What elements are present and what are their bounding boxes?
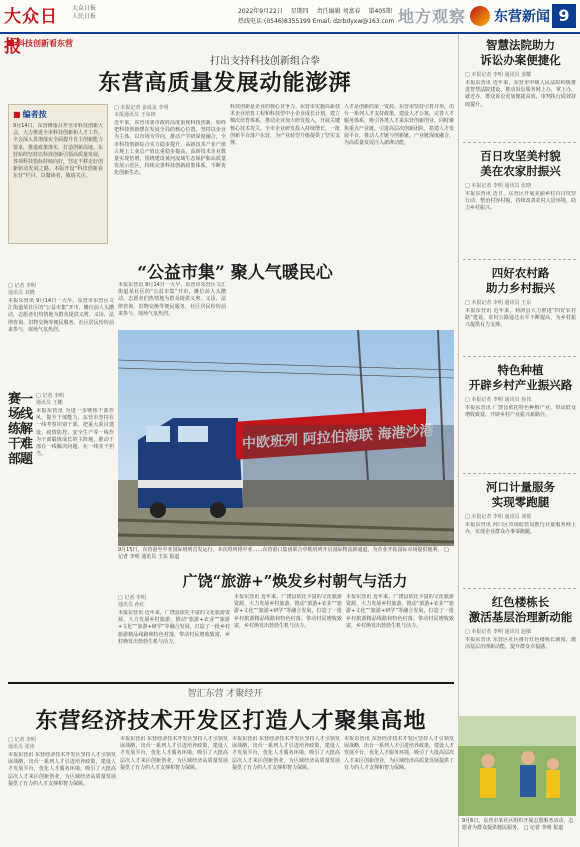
lead-column-2: [230, 104, 340, 254]
mid2-body-cont-2: 本报东营讯 近年来，广饶县依托丰富的文化旅游资源，大力发展乡村旅游，推动“旅游+农业”“旅游+文化”“旅游+研学”等融合发展，打造了一批乡村旅游精品线路和特色村落，带动村民增收致富，乡村焕发出勃勃生机与活力。: [346, 594, 454, 629]
mid2-byline: □ 记者 李明 通讯员 孙红: [118, 595, 146, 608]
bottom-column-2: [120, 736, 228, 844]
issue-date: 2022年9月22日: [238, 8, 283, 15]
vertical-headline-col1: 赛场练干部: [8, 392, 22, 467]
right-column-story: [459, 359, 580, 471]
right-column-story-byline: □ 本报记者 李明 通讯员 刘倩: [465, 514, 532, 520]
issue-info: [238, 6, 398, 15]
mid-column-1: [8, 282, 114, 386]
right-column-story: [459, 591, 580, 665]
bottom-column-1: [8, 736, 116, 844]
volunteer-photo: [458, 716, 576, 816]
right-column-story-body: 本报东营讯 近年来，东营市中级人民法院积极推进智慧法院建设，推动诉讼服务网上办、掌上办、就近办，群众诉讼更加便捷高效，审判执行质效持续提升。: [465, 80, 576, 108]
right-column-story-title: 红色楼栋长 激活基层治理新动能: [468, 595, 573, 624]
editorial-body: 9月14日，东营隆重召开全市科技创新大会，大力推进全市科技创新和人才工作。全会深入贯彻落实全面提升自主创新能力要求，推进政策落实，打造创新高地。东营始终坚持以科技创新引领高质量发展，各项科技指标持续向好，坚定不移走好创新驱动发展之路。本版开设“科技创新看东营”栏目，以餐读者，敬请关注。: [13, 123, 103, 180]
lead-headline: 东营高质量发展动能澎湃: [98, 70, 352, 96]
right-column-story-title: 河口计量服务 实现零跑腿: [486, 480, 555, 509]
mid-body-cont: 本报东营讯 9月14日一大早，东营市东营区文汇街道某社区的“公益市集”开市，摊位前人头攒动，志愿者们热情地为群众提供义剪、义诊、法律咨询、旧物交换等便民服务，社区居民纷纷前来参与，现场气氛热烈。: [118, 282, 226, 317]
mid-body: 本报东营讯 9月14日一大早，东营市东营区文汇街道某社区的“公益市集”开市，摊位前人头攒动，志愿者们热情地为群众提供义剪、义诊、法律咨询、旧物交换等便民服务，社区居民纷纷前来参与，现场气氛热烈。: [8, 298, 114, 333]
right-column-story-byline: □ 本报记者 李明 通讯员 王东: [465, 300, 532, 306]
bottom-divider: [8, 682, 454, 684]
train-photo-illustration: [118, 330, 454, 546]
volunteer-photo-illustration: [458, 716, 576, 816]
bottom-column-4: [344, 736, 454, 844]
right-column-story: [459, 145, 580, 257]
right-column-separator: [463, 473, 576, 474]
right-column-story-body: 本报东营讯 近年来，利津县大力推进“四好农村路”建设，农村公路通达水平不断提高，为乡村振兴提供有力支撑。: [465, 308, 576, 329]
bottom-body-cont-2: 本报东营讯 东营经济技术开发区坚持人才引领发展战略，出台一系列人才引进培养政策，建设人才发展平台，优化人才服务环境，吸引了大批高层次人才来区创新创业，为区域经济高质量发展提供了有力的人才支撑和智力保障。: [232, 736, 340, 771]
editorial-title: ■ 编者按: [13, 109, 103, 120]
mid-byline: □ 记者 李明 通讯员 刘晓: [8, 283, 36, 296]
mid2-body-cont: 本报东营讯 近年来，广饶县依托丰富的文化旅游资源，大力发展乡村旅游，推动“旅游+农业”“旅游+文化”“旅游+研学”等融合发展，打造了一批乡村旅游精品线路和特色村落，带动村民增收致富，乡村焕发出勃勃生机与活力。: [234, 594, 342, 629]
mid2-column-1: [118, 594, 230, 678]
vertical-story: [36, 392, 114, 680]
right-column-separator: [463, 588, 576, 589]
vertical-headline: [8, 392, 34, 467]
train-banner-text: 中欧班列 阿拉伯海联 海港沙港: [242, 422, 434, 453]
vertical-headline-col2: 一线解难题: [20, 392, 34, 467]
page-number: 9: [552, 4, 576, 28]
train-photo: [118, 330, 454, 546]
bottom-column-3: [232, 736, 340, 844]
column-tag: 科技创新看东营: [8, 38, 73, 49]
editorial-note: [8, 104, 108, 244]
issue-weekday: 星期四: [290, 8, 309, 15]
mid2-column-3: [346, 594, 454, 678]
lead-kicker: 打出支持科技创新组合拳: [210, 56, 320, 67]
bottom-kicker: 智汇东营 才聚经开: [187, 689, 263, 699]
right-column-story-title: 特色种植 开辟乡村产业振兴路: [468, 363, 573, 392]
volunteer-photo-caption: 9月6日，东营市某社区组织开展志愿服务活动，志愿者为群众提供便民服务。 □ 记者 李明 报道: [462, 818, 574, 831]
lead-body-1: 近年来，东营市委市政府高度重视科技创新，始终把科技创新摆在发展全局的核心位置。坚持以企业为主体，以市场为导向，推动产学研深度融合，全市科技创新综合实力稳步提升，高新技术产业产值占规上工业总产值比重稳步提高，高新技术企业数量实现倍增。围绕建设黄河流域生态保护和高质量发展示范区，持续完善科技创新政策体系，不断优化创新生态。: [114, 120, 226, 177]
mid2-column-2: [234, 594, 342, 678]
lead-body-2: 科技创新是企业的核心竞争力。东营市实施高新技术企业培育工程和科技型中小企业成长计划，建立梯次培育体系，推动企业加大研发投入，开展关键核心技术攻关。全市企业研发投入持续增长，一批创新平台落户东营，为产业转型升级提供了坚实支撑。: [230, 104, 340, 147]
mid-headline: “公益市集” 聚人气暖民心: [137, 263, 333, 283]
bottom-body-cont-3: 本报东营讯 东营经济技术开发区坚持人才引领发展战略，出台一系列人才引进培养政策，建设人才发展平台，优化人才服务环境，吸引了大批高层次人才来区创新创业，为区域经济高质量发展提供了有力的人才支撑和智力保障。: [344, 736, 454, 771]
section-label: 地方观察: [398, 7, 467, 26]
lead-column-1: [114, 104, 226, 254]
right-column-story-body: 本报东营讯 河口区市场监管局推行计量服务网上办，实现企业群众办事零跑腿。: [465, 522, 576, 536]
lead-column-3: [344, 104, 454, 254]
train-photo-caption: 9月15日，东营港至中亚国际班列首发运行，本次班列将中亚……东营港口集团联合中欧班列开启国际物流新通道，为企业开拓国际市场提供便利。 □ 记者 李明 通讯员 王东 报道: [118, 547, 449, 560]
mid-columns-wide: [118, 282, 454, 326]
newspaper-logo: 大众日报: [4, 7, 58, 57]
lead-body-3: 人才是创新的第一资源。东营市坚持引育并举，出台一系列人才支持政策，建设人才公寓，完善人才服务体系，吸引各类人才来东营创新创业。同时聚焦重点产业链，引进高层次创新团队，搭建人才发展平台，推动人才链与创新链、产业链深度融合，为高质量发展注入澎湃动能。: [344, 104, 454, 147]
mid2-body: 本报东营讯 近年来，广饶县依托丰富的文化旅游资源，大力发展乡村旅游，推动“旅游+农业”“旅游+文化”“旅游+研学”等融合发展，打造了一批乡村旅游精品线路和特色村落，带动村民增收致富，乡村焕发出勃勃生机与活力。: [118, 610, 230, 645]
right-column-separator: [463, 142, 576, 143]
lead-byline: □ 本报记者 姜成龙 李明 本报通讯员 于东林: [114, 105, 169, 118]
issue-number: 第405期: [368, 8, 392, 15]
issue-editor: 责任编辑 刘富春: [316, 8, 361, 15]
right-column-story: [459, 34, 580, 140]
right-column-story-title: 百日攻坚美村貌 美在农家肘振兴: [480, 149, 561, 178]
bottom-body-cont: 本报东营讯 东营经济技术开发区坚持人才引领发展战略，出台一系列人才引进培养政策，建设人才发展平台，优化人才服务环境，吸引了大批高层次人才来区创新创业，为区域经济高质量发展提供了有力的人才支撑和智力保障。: [120, 736, 228, 771]
section-title: 东营新闻: [494, 9, 550, 25]
right-column-story-byline: □ 本报记者 李明 通讯员 姜耀: [465, 72, 532, 78]
right-column-story-title: 智慧法院助力 诉讼办案便捷化: [480, 38, 561, 67]
logo-subtitle: 大众日报 人民日报: [72, 5, 97, 20]
right-column-story-byline: □ 本报记者 李明 通讯员 张晓: [465, 183, 532, 189]
bottom-headline: 东营经济技术开发区打造人才聚集高地: [35, 708, 427, 734]
right-column-story: [459, 262, 580, 354]
right-column-story-body: 本报东营讯 广饶县依托特色种植产业，带动群众增收致富，开辟乡村产业振兴新路径。: [465, 405, 576, 419]
right-column-story-body: 本报东营讯 东营区社区推行红色楼栋长制度，激活基层治理新动能，提升群众幸福感。: [465, 637, 576, 651]
right-column-story-title: 四好农村路 助力乡村振兴: [486, 266, 555, 295]
mid2-headline: 广饶“旅游+”焕发乡村朝气与活力: [182, 572, 408, 590]
right-column-story: [459, 476, 580, 586]
vertical-byline: □ 记者 李明 通讯员 王鹏: [36, 393, 64, 406]
contact-line: 热线电话:(0546)8355199 Email: dzrbdyxw@163.com: [238, 18, 395, 25]
right-column-story-byline: □ 本报记者 李明 通讯员 赵敏: [465, 629, 532, 635]
right-column-separator: [463, 259, 576, 260]
right-column-story-body: 本报东营讯 近日，东营区开展美丽乡村百日攻坚行动，整治村容村貌，持续改善农村人居环境，助力乡村振兴。: [465, 191, 576, 212]
vertical-body: 本报东营讯 为进一步锤炼干部作风，提升干部能力，东营市坚持在一线考察识别干部，把重大项目建设、疫情防控、安全生产等一线作为干部锻炼成长的主阵地，推动干部在一线解决问题、在一线实干担当。: [36, 408, 114, 458]
bottom-byline: □ 记者 李明 通讯员 张涛: [8, 737, 36, 750]
right-column-separator: [463, 356, 576, 357]
right-column-story-byline: □ 本报记者 李明 通讯员 孙伟: [465, 397, 532, 403]
bottom-body: 本报东营讯 东营经济技术开发区坚持人才引领发展战略，出台一系列人才引进培养政策，建设人才发展平台，优化人才服务环境，吸引了大批高层次人才来区创新创业，为区域经济高质量发展提供了有力的人才支撑和智力保障。: [8, 752, 116, 787]
